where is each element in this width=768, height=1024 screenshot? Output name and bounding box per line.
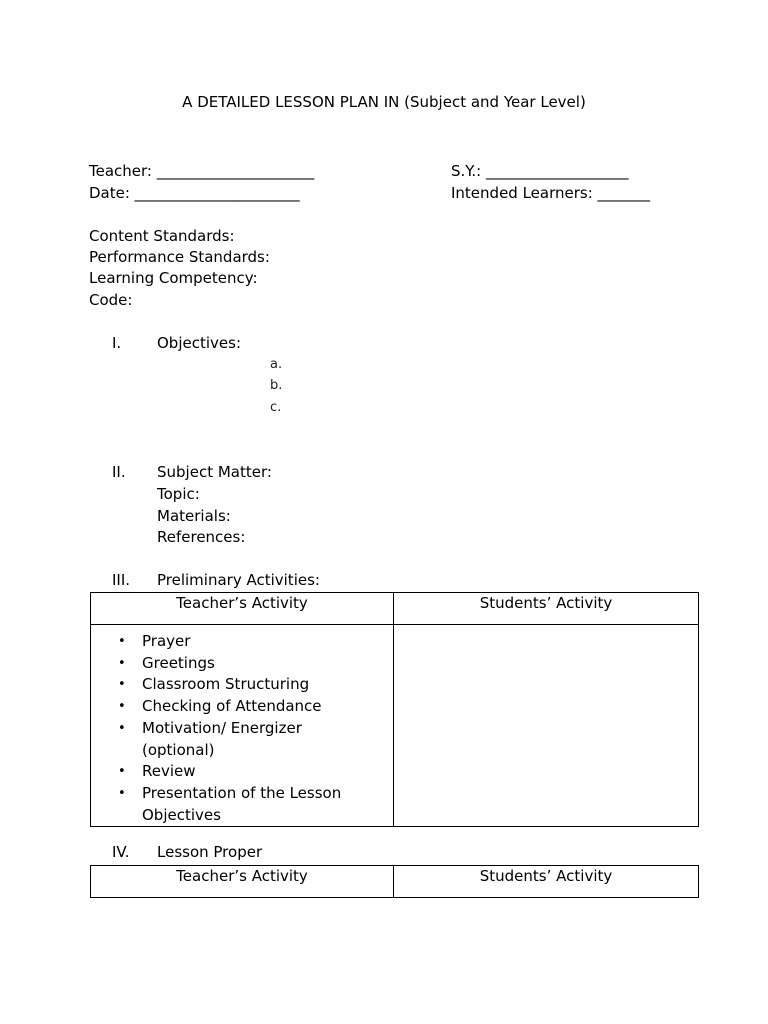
bullet-icon: • [118,655,126,671]
performance-standards-label: Performance Standards: [89,248,270,266]
list-item-label: Greetings [142,653,215,672]
students-activity-header-label: Students’ Activity [479,594,613,612]
bullet-icon: • [118,764,126,780]
objective-item-c: c. [270,400,282,415]
section-numeral-subject-matter: II. [112,463,126,481]
subject-matter-heading: Subject Matter: [157,463,272,481]
lesson-proper-heading: Lesson Proper [157,843,263,861]
section-numeral-lesson-proper: IV. [112,843,130,861]
topic-label: Topic: [157,485,200,503]
objective-item-a: a. [270,357,283,372]
list-item [91,696,372,718]
list-item [91,653,372,675]
preliminary-activities-table [90,592,699,827]
table-header-row [91,593,699,625]
students-activity-header [394,866,699,898]
list-item-label: Checking of Attendance [142,697,322,716]
list-item [91,674,372,696]
table-row [91,625,699,827]
list-item [91,783,372,826]
list-item-label: Motivation/ Energizer (optional) [142,718,302,759]
preliminary-activities-heading: Preliminary Activities: [157,571,320,589]
table-header-row [91,866,699,898]
students-activity-header [394,593,699,625]
intended-learners-field: Intended Learners: _______ [451,184,651,202]
bullet-icon: • [118,634,126,649]
teacher-activity-header [91,866,394,898]
teacher-field: Teacher: _____________________ [89,162,315,180]
list-item-label: Presentation of the Lesson Objectives [142,783,342,824]
lesson-proper-table [90,865,699,898]
date-field: Date: ______________________ [89,184,300,202]
school-year-field: S.Y.: ___________________ [451,162,629,180]
students-activity-header-label: Students’ Activity [479,867,613,885]
teacher-activity-header-label: Teacher’s Activity [176,594,308,612]
document-title: A DETAILED LESSON PLAN IN (Subject and Year Level) [182,93,586,111]
objective-item-b: b. [270,378,283,393]
teacher-activity-header-label: Teacher’s Activity [176,867,308,885]
list-item [91,761,372,783]
bullet-icon: • [118,785,126,801]
code-label: Code: [89,291,133,309]
bullet-icon: • [118,677,126,693]
teacher-activity-header [91,593,394,625]
section-numeral-preliminary: III. [112,571,131,589]
content-standards-label: Content Standards: [89,227,235,245]
objectives-heading: Objectives: [157,334,241,352]
list-item [91,718,372,761]
list-item [91,631,372,653]
list-item-label: Prayer [142,632,191,650]
bullet-icon: • [118,720,126,736]
teacher-activity-cell [91,625,394,827]
students-activity-cell [394,625,699,827]
preliminary-activities-list [91,625,393,826]
bullet-icon: • [118,699,126,715]
list-item-label: Classroom Structuring [142,675,310,694]
list-item-label: Review [142,762,196,781]
section-numeral-objectives: I. [112,334,122,352]
materials-label: Materials: [157,507,231,525]
learning-competency-label: Learning Competency: [89,269,258,287]
references-label: References: [157,528,246,546]
